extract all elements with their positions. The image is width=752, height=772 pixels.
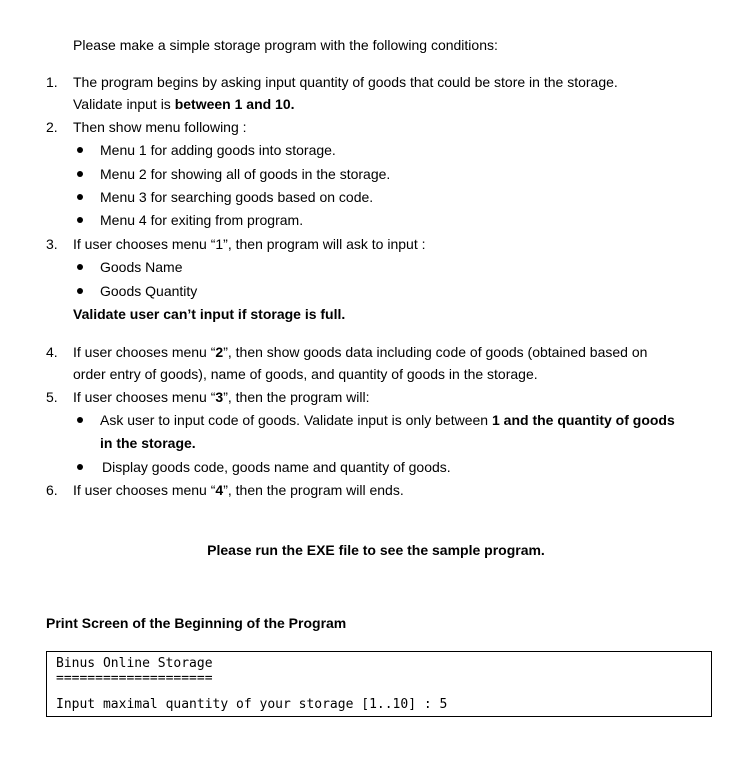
console-divider: ==================== bbox=[56, 671, 213, 686]
menu-2-text: Menu 2 for showing all of goods in the storage. bbox=[100, 166, 391, 182]
intro-text: Please make a simple storage program with the following conditions: bbox=[73, 37, 498, 53]
console-prompt: Input maximal quantity of your storage [1..10] : 5 bbox=[56, 697, 448, 712]
menu-3-text: Menu 3 for searching goods based on code. bbox=[100, 189, 374, 205]
item-number-4: 4. bbox=[46, 344, 58, 360]
bullet-icon bbox=[77, 264, 83, 270]
item-5-bullet-1: Ask user to input code of goods. Validate input is only between 1 and the quantity of goods bbox=[100, 412, 675, 428]
item-number-3: 3. bbox=[46, 236, 58, 252]
item-2-text: Then show menu following : bbox=[73, 119, 247, 135]
item-number-1: 1. bbox=[46, 74, 58, 90]
item-5-text: If user chooses menu “3”, then the program will: bbox=[73, 389, 370, 405]
item-4-text-line2: order entry of goods), name of goods, and quantity of goods in the storage. bbox=[73, 366, 538, 382]
item-number-2: 2. bbox=[46, 119, 58, 135]
bullet-icon bbox=[77, 288, 83, 294]
bullet-icon bbox=[77, 464, 83, 470]
bullet-icon bbox=[77, 217, 83, 223]
goods-name-text: Goods Name bbox=[100, 259, 183, 275]
item-5-bullet-2: Display goods code, goods name and quantity of goods. bbox=[102, 459, 451, 475]
run-note: Please run the EXE file to see the sample program. bbox=[207, 542, 545, 558]
item-3-text: If user chooses menu “1”, then program will ask to input : bbox=[73, 236, 426, 252]
console-screenshot bbox=[46, 651, 712, 717]
item-5-bullet-1-line2: in the storage. bbox=[100, 435, 196, 451]
bullet-icon bbox=[77, 147, 83, 153]
item-number-6: 6. bbox=[46, 482, 58, 498]
console-title: Binus Online Storage bbox=[56, 656, 213, 671]
item-1-validation: Validate input is between 1 and 10. bbox=[73, 96, 295, 112]
bullet-icon bbox=[77, 417, 83, 423]
menu-1-text: Menu 1 for adding goods into storage. bbox=[100, 142, 336, 158]
item-6-text: If user chooses menu “4”, then the program will ends. bbox=[73, 482, 404, 498]
section-title: Print Screen of the Beginning of the Program bbox=[46, 615, 347, 631]
item-number-5: 5. bbox=[46, 389, 58, 405]
goods-quantity-text: Goods Quantity bbox=[100, 283, 198, 299]
bullet-icon bbox=[77, 171, 83, 177]
item-1-text: The program begins by asking input quantity of goods that could be store in the storage. bbox=[73, 74, 618, 90]
bullet-icon bbox=[77, 194, 83, 200]
menu-4-text: Menu 4 for exiting from program. bbox=[100, 212, 304, 228]
item-4-text: If user chooses menu “2”, then show goods data including code of goods (obtained based on bbox=[73, 344, 648, 360]
validate-full-text: Validate user can’t input if storage is full. bbox=[73, 306, 346, 322]
